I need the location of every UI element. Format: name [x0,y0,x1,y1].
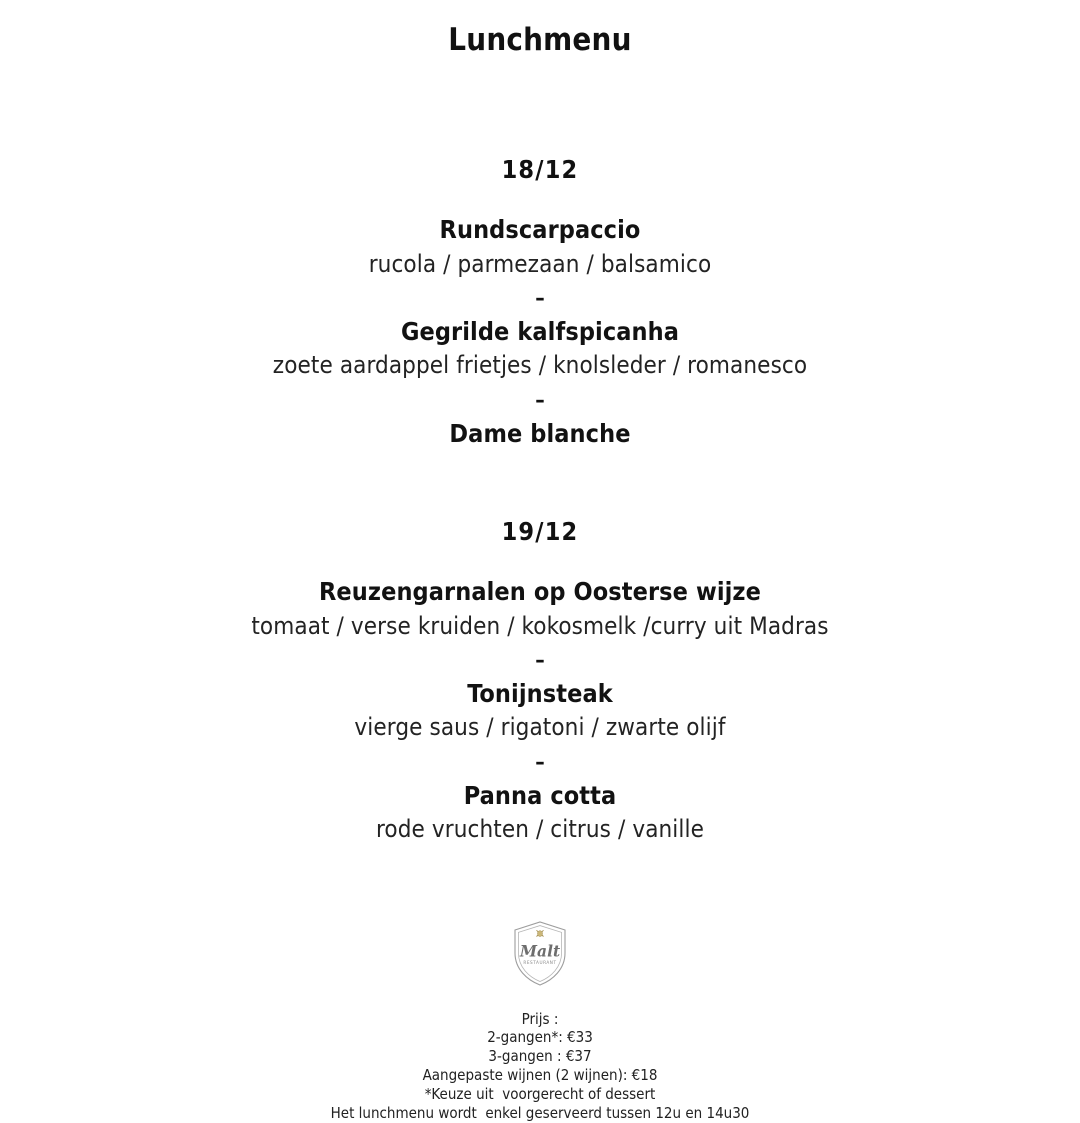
footer-price-2-course: 2-gangen*: €33 [487,1028,593,1047]
logo-wordmark: Malt [519,941,561,961]
menu-days-list [0,155,1080,844]
menu-day-date: 18/12 [501,155,579,185]
menu-course [0,419,1080,450]
menu-course [0,679,1080,743]
course-separator: – [535,285,545,310]
footer-info [331,1010,750,1123]
footer-price-3-course: 3-gangen : €37 [488,1047,592,1066]
course-name: Dame blanche [449,418,631,448]
course-description: zoete aardappel frietjes / knolsleder / romanesco [272,351,808,380]
menu-day-block [0,155,1080,449]
footer-serving-hours: Het lunchmenu wordt enkel geserveerd tussen 12u en 14u30 [330,1103,750,1122]
menu-course [0,781,1080,845]
footer-wine-pairing: Aangepaste wijnen (2 wijnen): €18 [422,1066,658,1085]
menu-day-date: 19/12 [501,517,579,547]
malt-restaurant-logo [511,919,569,989]
course-list [0,215,1080,449]
course-separator: – [535,749,545,774]
course-name: Tonijnsteak [467,678,613,708]
menu-course [0,215,1080,279]
course-separator: – [535,647,545,672]
menu-course [0,317,1080,381]
course-description: vierge saus / rigatoni / zwarte olijf [354,713,726,742]
menu-course [0,577,1080,641]
course-separator: – [535,387,545,412]
course-name: Gegrilde kalfspicanha [400,316,680,346]
menu-day-block [0,517,1080,844]
footer-choice-note: *Keuze uit voorgerecht of dessert [424,1085,656,1104]
logo-container [511,919,569,989]
course-description: rode vruchten / citrus / vanille [375,815,705,844]
course-description: rucola / parmezaan / balsamico [368,249,712,278]
course-list [0,577,1080,844]
course-name: Rundscarpaccio [439,215,641,245]
course-name: Panna cotta [463,780,617,810]
course-name: Reuzengarnalen op Oosterse wijze [319,577,761,607]
course-description: tomaat / verse kruiden / kokosmelk /curry uit Madras [251,611,829,640]
page-title: Lunchmenu [448,22,632,58]
logo-subtitle: RESTAURANT [523,959,557,965]
footer-price-label: Prijs : [521,1009,559,1028]
